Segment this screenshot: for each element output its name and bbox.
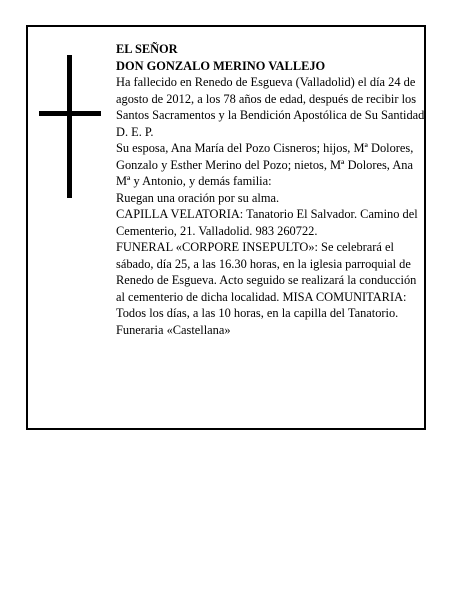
death-announcement: Ha fallecido en Renedo de Esgueva (Valladolid) el día 24 de agosto de 2012, a los 78 años de edad, después de recibir los Santos Sacramentos y la Bendición Apostólica de Su Santidad xyxy=(116,75,425,122)
cross-horizontal-bar xyxy=(39,111,101,116)
family-list: Su esposa, Ana María del Pozo Cisneros; hijos, Mª Dolores, Gonzalo y Esther Merino del Pozo; nietos, Mª Dolores, Ana Mª y Antonio, y demás familia: xyxy=(116,141,414,188)
deceased-name: DON GONZALO MERINO VALLEJO xyxy=(116,58,326,73)
cross-vertical-bar xyxy=(67,55,72,198)
funeral-home: Funeraria «Castellana» xyxy=(116,322,231,337)
wake-chapel: CAPILLA VELATORIA: Tanatorio El Salvador. Camino del Cementerio, 21. Valladolid. 983 260722. xyxy=(116,207,418,238)
notice-title: EL SEÑOR xyxy=(116,42,178,56)
funeral-details: FUNERAL «CORPORE INSEPULTO»: Se celebrará el sábado, día 25, a las 16.30 horas, en la iglesia parroquial de Renedo de Esgueva. Acto seguido se realizará la conducción al cementerio de dicha localidad. MISA COMUNITARIA: Todos los días, a las 10 horas, en la capilla del Tanatorio. xyxy=(116,240,417,320)
death-notice xyxy=(26,25,426,430)
cross-icon xyxy=(39,55,101,198)
rip-line: D. E. P. xyxy=(116,124,154,139)
prayer-request: Ruegan una oración por su alma. xyxy=(116,190,280,205)
notice-text xyxy=(116,41,428,338)
